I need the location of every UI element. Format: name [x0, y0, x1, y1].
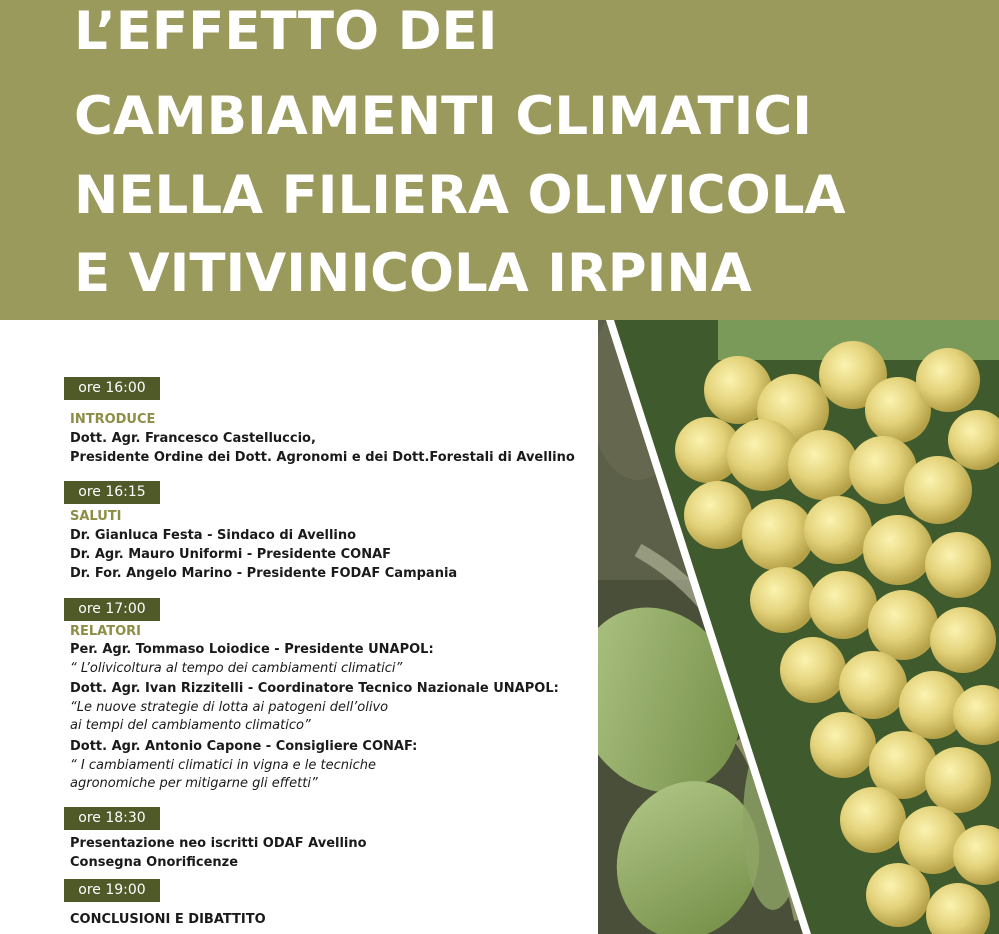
saluti-line-3: Dr. For. Angelo Marino - Presidente FODAF Campania: [70, 566, 458, 581]
saluti-line-1: Dr. Gianluca Festa - Sindaco di Avellino: [70, 528, 357, 543]
time-badge-1600: ore 16:00: [64, 377, 160, 400]
relatore-2: Dott. Agr. Ivan Rizzitelli - Coordinatore Tecnico Nazionale UNAPOL:: [70, 681, 559, 696]
title-line-3: NELLA FILIERA OLIVICOLA: [74, 165, 846, 226]
talk-3b: agronomiche per mitigarne gli effetti”: [70, 776, 318, 791]
olive-grape-illustration: [598, 320, 999, 934]
talk-1: “ L’olivicoltura al tempo dei cambiamenti climatici”: [70, 661, 403, 676]
relatore-3: Dott. Agr. Antonio Capone - Consigliere CONAF:: [70, 739, 418, 754]
saluti-line-2: Dr. Agr. Mauro Uniformi - Presidente CONAF: [70, 547, 392, 562]
section-label-relatori: RELATORI: [70, 624, 141, 639]
time-badge-1615: ore 16:15: [64, 481, 160, 504]
talk-2a: “Le nuove strategie di lotta ai patogeni dell’olivo: [70, 700, 389, 715]
title-banner: [0, 0, 999, 320]
photo-collage: [598, 320, 999, 934]
title-line-4: E VITIVINICOLA IRPINA: [74, 243, 752, 304]
onorificenze-line: Consegna Onorificenze: [70, 855, 239, 870]
conclusioni-label: CONCLUSIONI E DIBATTITO: [70, 912, 266, 927]
title-line-1: L’EFFETTO DEI: [74, 1, 498, 62]
introduce-role: Presidente Ordine dei Dott. Agronomi e dei Dott.Forestali di Avellino: [70, 450, 575, 465]
time-badge-1830: ore 18:30: [64, 807, 160, 830]
section-label-saluti: SALUTI: [70, 509, 122, 524]
time-badge-1900: ore 19:00: [64, 879, 160, 902]
title-line-2: CAMBIAMENTI CLIMATICI: [74, 86, 812, 147]
presentazione-line: Presentazione neo iscritti ODAF Avellino: [70, 836, 367, 851]
time-badge-1700: ore 17:00: [64, 598, 160, 621]
relatore-1: Per. Agr. Tommaso Loiodice - Presidente UNAPOL:: [70, 642, 434, 657]
section-label-introduce: INTRODUCE: [70, 412, 156, 427]
talk-2b: ai tempi del cambiamento climatico”: [70, 718, 311, 733]
introduce-speaker: Dott. Agr. Francesco Castelluccio,: [70, 431, 316, 446]
talk-3a: “ I cambiamenti climatici in vigna e le tecniche: [70, 758, 377, 773]
agenda-panel: [0, 320, 600, 934]
